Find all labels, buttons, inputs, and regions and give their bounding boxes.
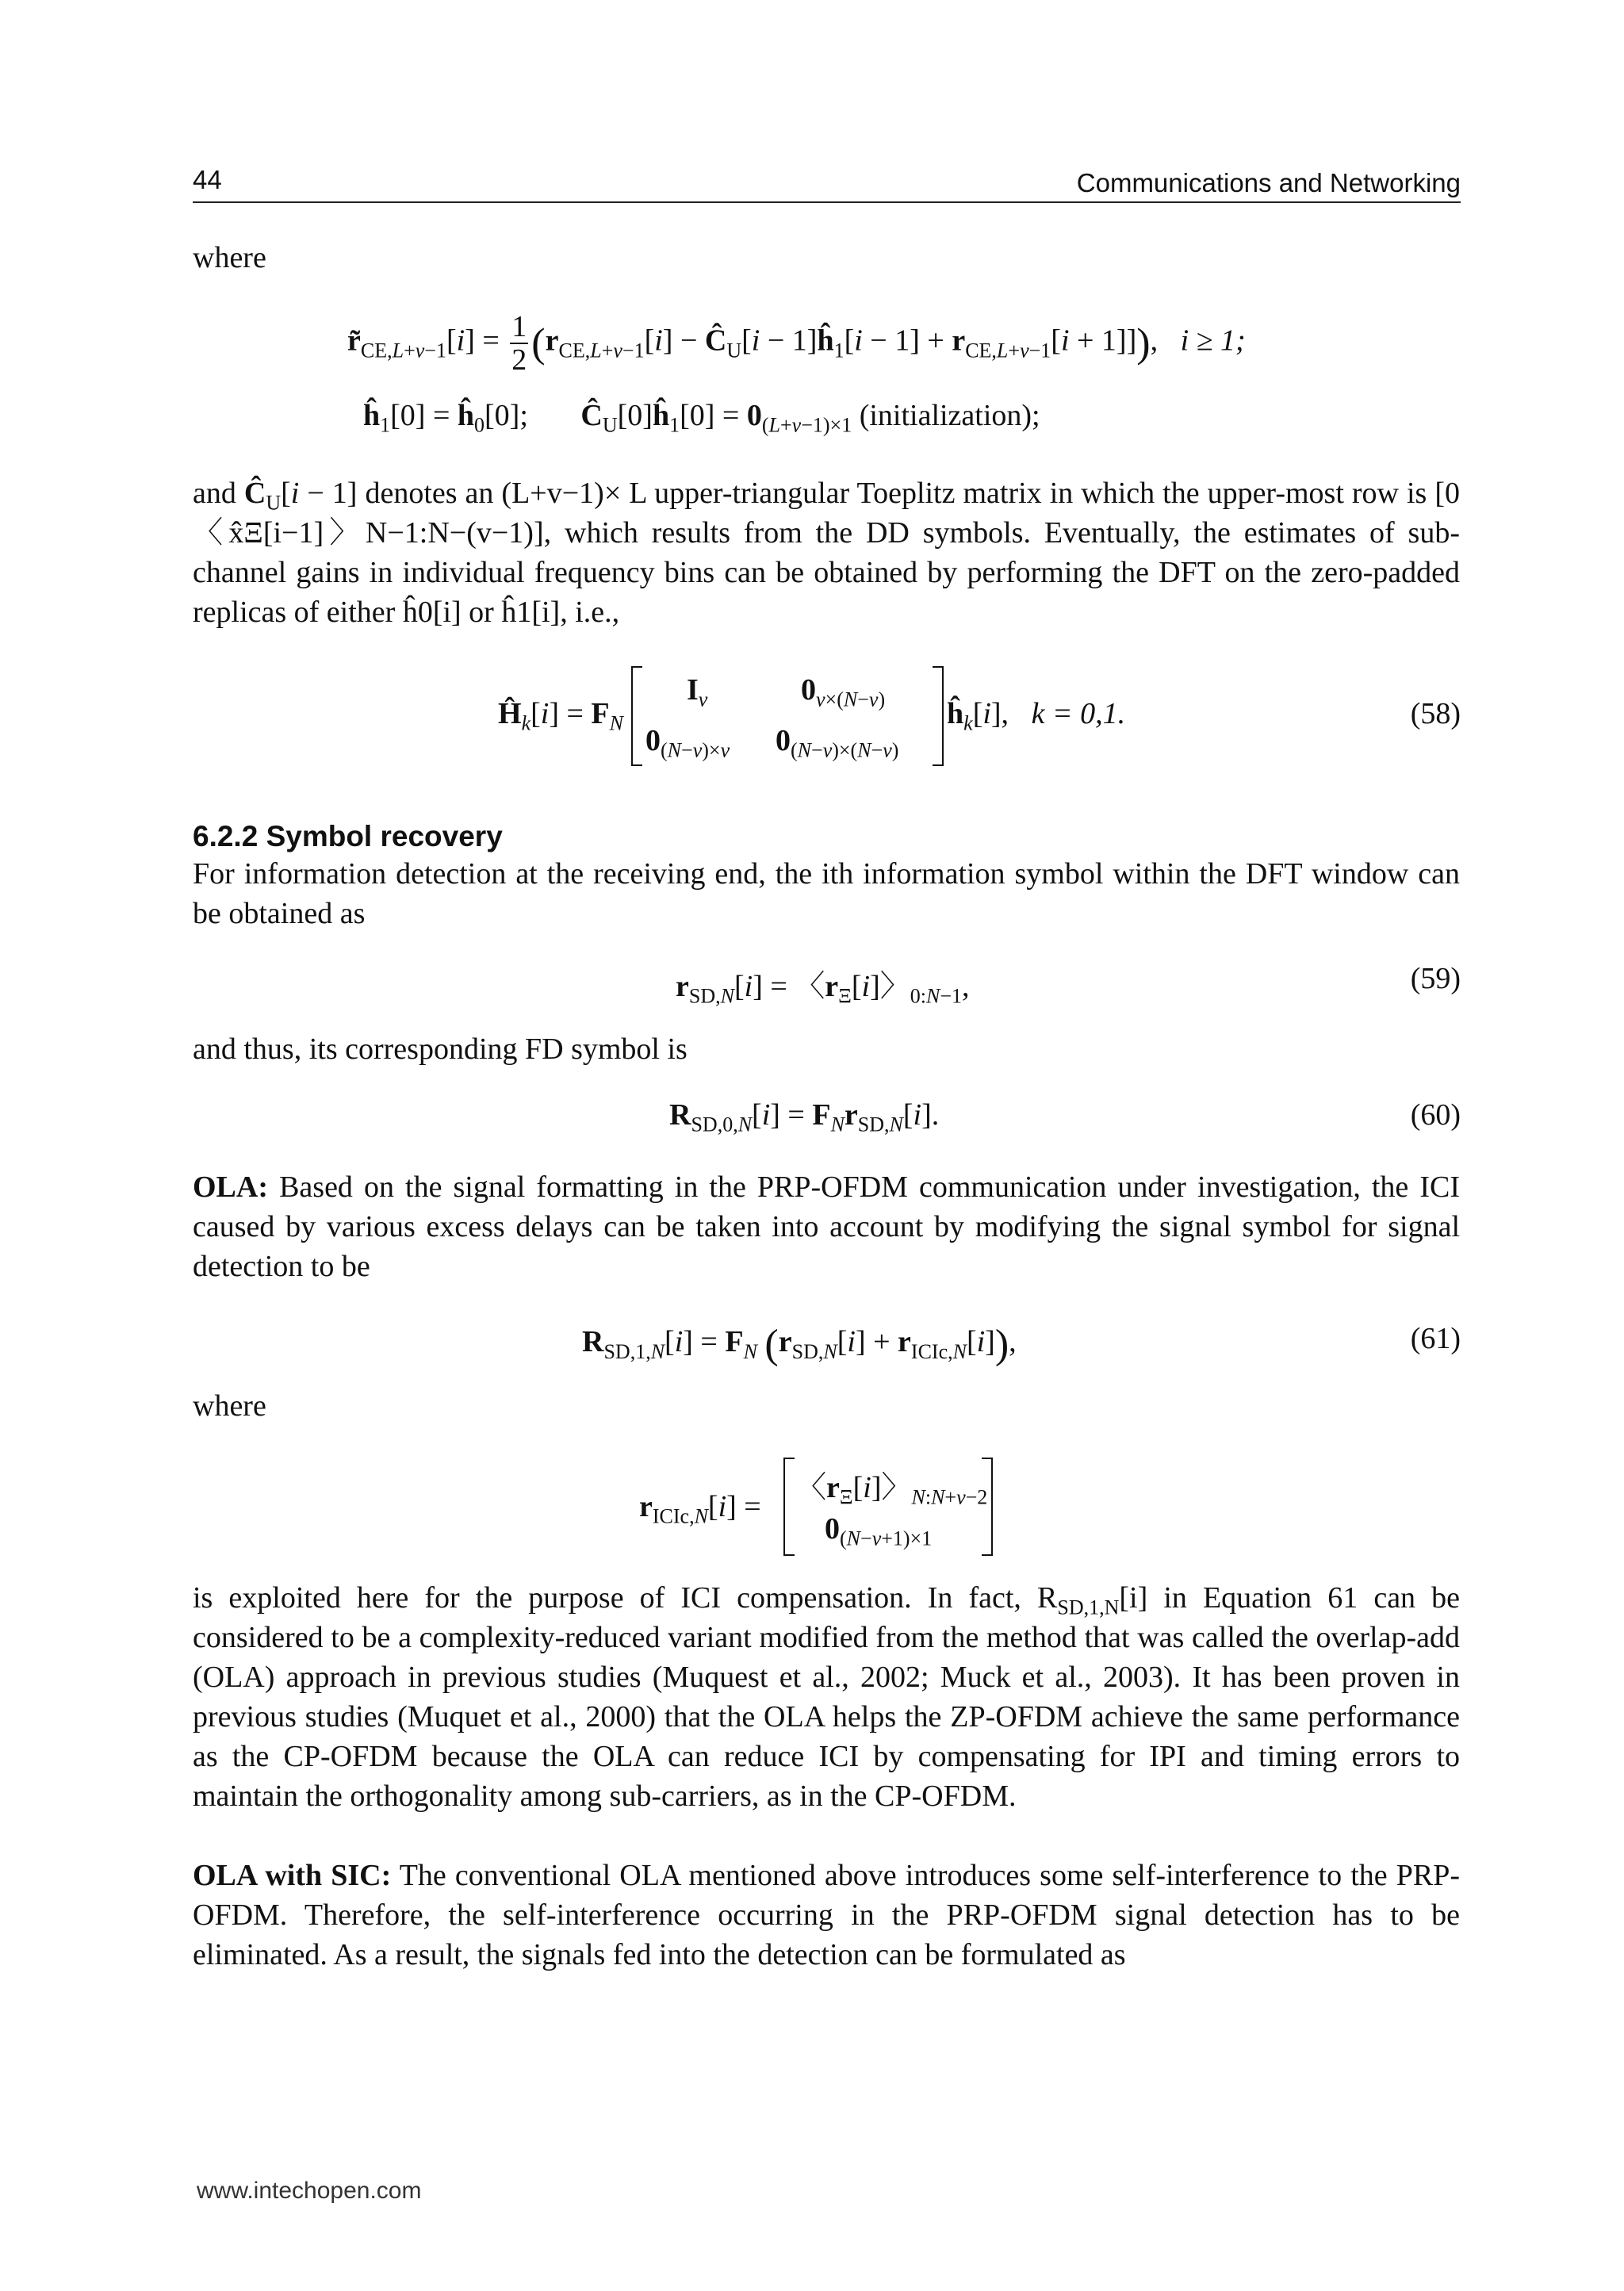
equation-58-number: (58) (1410, 697, 1461, 730)
and-word: and (193, 477, 236, 510)
paragraph-ola-text: Based on the signal formatting in the PRP-OFDM communication under investigation, the ICI caused by various excess delays can be taken into account by modifying the signal symbol for signal detection to be (193, 1170, 1460, 1283)
where-label-1: where (193, 241, 266, 274)
eq-condition: i ≥ 1; (1180, 324, 1246, 358)
equation-r-tilde: $r̃_{CE,L+v-1}[i]$ = $\frac{1}{2}$ ($r_{CE,L+v-1}[i]$ − $Ĉ_U[i$ − $1]ĥ_1[i - 1] + r_{CE,L+v-1}[i + 1]$]), i ≥ 1; (347, 310, 1246, 377)
ola-sic-label: OLA with SIC: (193, 1859, 392, 1892)
page-number: 44 (193, 165, 222, 194)
equation-58-lhs: $Ĥ_k[i] = F_N$ (498, 697, 623, 735)
init-note: (initialization); (859, 399, 1040, 432)
paragraph-fd-symbol: and thus, its corresponding FD symbol is (193, 1032, 688, 1066)
paragraph-ola-sic (193, 1856, 1460, 1975)
vector-left-bracket (783, 1458, 795, 1556)
matrix-58-cell-21: $0_{(N-v)\times v}$ (645, 724, 730, 762)
matrix-58-right-bracket (933, 666, 944, 766)
k-condition: k = 0,1. (1031, 697, 1126, 730)
vector-cell-2: $0_{(N-v+1)\times 1}$ (825, 1512, 933, 1550)
paragraph-ici-subscript: SD,1,N (1057, 1596, 1120, 1619)
paragraph-toeplitz-text: denotes an (L+v−1)× L upper-triangular Toeplitz matrix in which the upper-most row is [0 〈x̂Ξ[i−1]〉N−1:N−(v−1)], which results from the DD symbols. Eventually, the estimates of sub-channel gains in individual frequency bins can be obtained by performing the DFT on the zero-padded replicas of either ĥ0[i] or ĥ1[i], i.e., (193, 477, 1461, 629)
ola-label: OLA: (193, 1170, 268, 1204)
paragraph-ici-text-1: is exploited here for the purpose of ICI compensation. In fact, R (193, 1581, 1058, 1615)
equation-59: $r_{SD,N}[i]$ = 〈$r_\Xi[i]$〉$_{0:N-1}$, (676, 970, 970, 1008)
paragraph-ici-compensation (193, 1578, 1460, 1816)
equation-60-number: (60) (1410, 1098, 1461, 1132)
matrix-58-left-bracket (631, 666, 642, 766)
where-label-2: where (193, 1389, 266, 1423)
paragraph-toeplitz: and $Ĉ_U[i - 1]$ denotes an (L+v−1)× L upper-triangular Toeplitz matrix in which the upper-most row is [0 〈x̂Ξ[i−1]〉N−1:N−(v−1)], which results from the DD symbols. Eventually, the estimates of sub-channel gains in individual frequency bins can be obtained by performing the DFT on the zero-padded replicas of either ĥ0[i] or ĥ1[i], i.e., (193, 477, 1461, 629)
vector-cell-1: 〈$r_\Xi[i]$〉$_{N:N+v-2}$ (796, 1471, 988, 1509)
running-title: Communications and Networking (1076, 168, 1461, 197)
equation-r-icic-lhs: $r_{ICIc,N}[i]$ = (639, 1490, 761, 1528)
paragraph-symbol-recovery: For information detection at the receiving end, the ith information symbol within the DFT window can be obtained as (193, 857, 1460, 930)
footer-url: www.intechopen.com (197, 2178, 422, 2204)
equation-61: $R_{SD,1,N}[i] = F_N$ $(r_{SD,N}[i] + r_{ICIc,N}[i])$, (582, 1322, 1017, 1367)
paragraph-ici-text-2: [i] in Equation 61 can be considered to be a complexity-reduced variant modified from the method that was called the overlap-add (OLA) approach in previous studies (Muquest et al., 2002; Muck et al., 2003). It has been proven in previous studies (Muquet et al., 2000) that the OLA helps the ZP-OFDM achieve the same performance as the CP-OFDM because the OLA can reduce ICI by compensating for IPI and timing errors to maintain the orthogonality among sub-carriers, as in the CP-OFDM. (193, 1581, 1461, 1813)
vector-right-bracket (982, 1458, 993, 1556)
equation-58-rhs: $ĥ_k[i]$, k = 0,1. (947, 697, 1126, 735)
matrix-58-cell-11: $I_v$ (687, 673, 708, 711)
paragraph-ola (193, 1167, 1460, 1286)
section-heading: 6.2.2 Symbol recovery (193, 820, 503, 852)
equation-60: $R_{SD,0,N}[i] = F_Nr_{SD,N}[i]$. (669, 1098, 940, 1136)
matrix-58-cell-12: $0_{v\times(N-v)}$ (801, 673, 886, 711)
matrix-58-cell-22: $0_{(N-v)\times(N-v)}$ (776, 724, 899, 762)
paragraph-ola-sic-text: The conventional OLA mentioned above introduces some self-interference to the PRP-OFDM. Therefore, the self-interference occurring in the PRP-OFDM signal detection has to be eliminated. As a result, the signals fed into the detection can be formulated as (193, 1859, 1460, 1971)
equation-59-number: (59) (1410, 962, 1461, 995)
header-rule (193, 201, 1461, 203)
equation-initialization: $ĥ_1[0]$ = $ĥ_0[0]$; $Ĉ_U[0]ĥ_1[0] = 0_{(L+v-1)\times 1}$ (initialization); (363, 399, 1040, 437)
equation-61-number: (61) (1410, 1322, 1461, 1355)
